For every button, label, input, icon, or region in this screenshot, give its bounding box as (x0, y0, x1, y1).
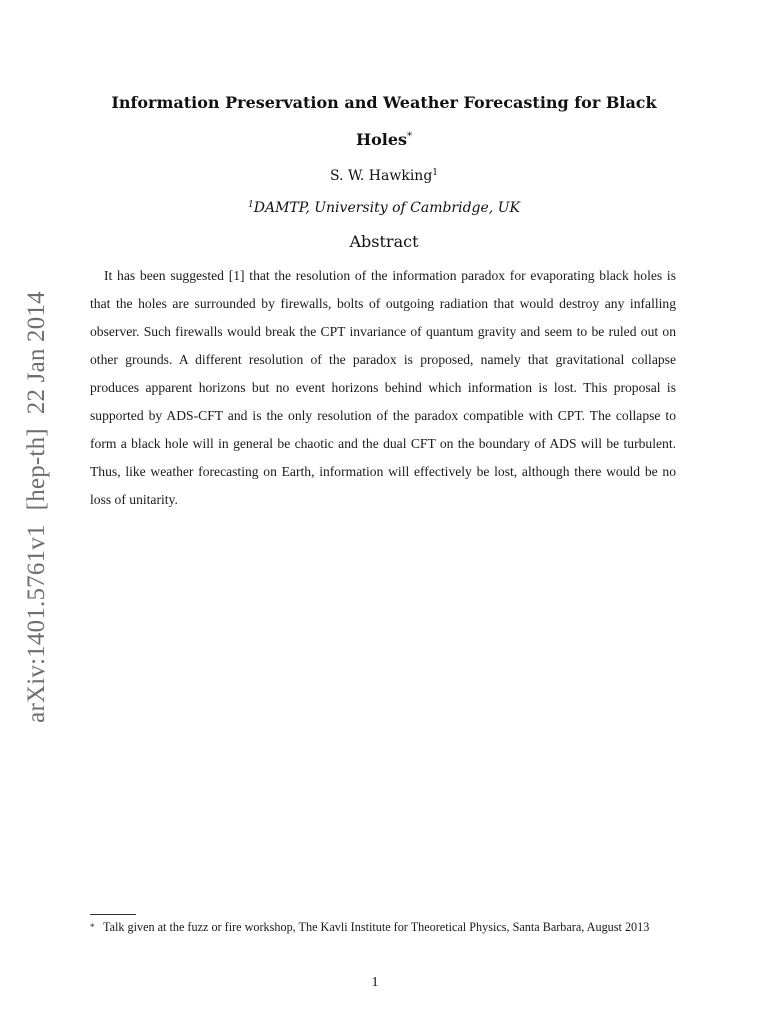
affiliation-mark: 1 (248, 200, 254, 210)
arxiv-date: 22 Jan 2014 (23, 291, 50, 415)
title-footnote-mark: * (407, 131, 413, 142)
author-line (0, 168, 768, 184)
page-number: 1 (371, 975, 379, 990)
arxiv-identifier-stamp (23, 291, 51, 723)
abstract-text: It has been suggested [1] that the resolution of the information paradox for evaporating black holes is that the holes are surrounded by firewalls, bolts of outgoing radiation that would destroy any infalling observer. Such firewalls would break the CPT invariance of quantum gravity and seem to be ruled out on other grounds. A different resolution of the paradox is proposed, namely that gravitational collapse produces apparent horizons but no event horizons behind which information is lost. This proposal is supported by ADS-CFT and is the only resolution of the paradox compatible with CPT. The collapse to form a black hole will in general be chaotic and the dual CFT on the boundary of ADS will be turbulent. Thus, like weather forecasting on Earth, information will effectively be lost, although there would be no loss of unitarity. (90, 268, 676, 507)
footnote-mark: * (90, 922, 95, 932)
affiliation-text: DAMTP, University of Cambridge, UK (253, 200, 520, 216)
arxiv-category: [hep-th] (23, 428, 50, 511)
author-name: S. W. Hawking (329, 168, 433, 184)
paper-title (100, 86, 668, 157)
affiliation-line (0, 200, 768, 216)
footnote-divider (90, 914, 136, 915)
author-affiliation-mark: 1 (432, 168, 439, 178)
paper-title-text: Information Preservation and Weather Forecasting for Black Holes (111, 93, 657, 149)
abstract-heading: Abstract (349, 232, 419, 251)
footnote-text: Talk given at the fuzz or fire workshop, The Kavli Institute for Theoretical Physics, Santa Barbara, August 2013 (103, 920, 650, 934)
footnote (90, 918, 676, 937)
arxiv-id: arXiv:1401.5761v1 (23, 524, 50, 723)
